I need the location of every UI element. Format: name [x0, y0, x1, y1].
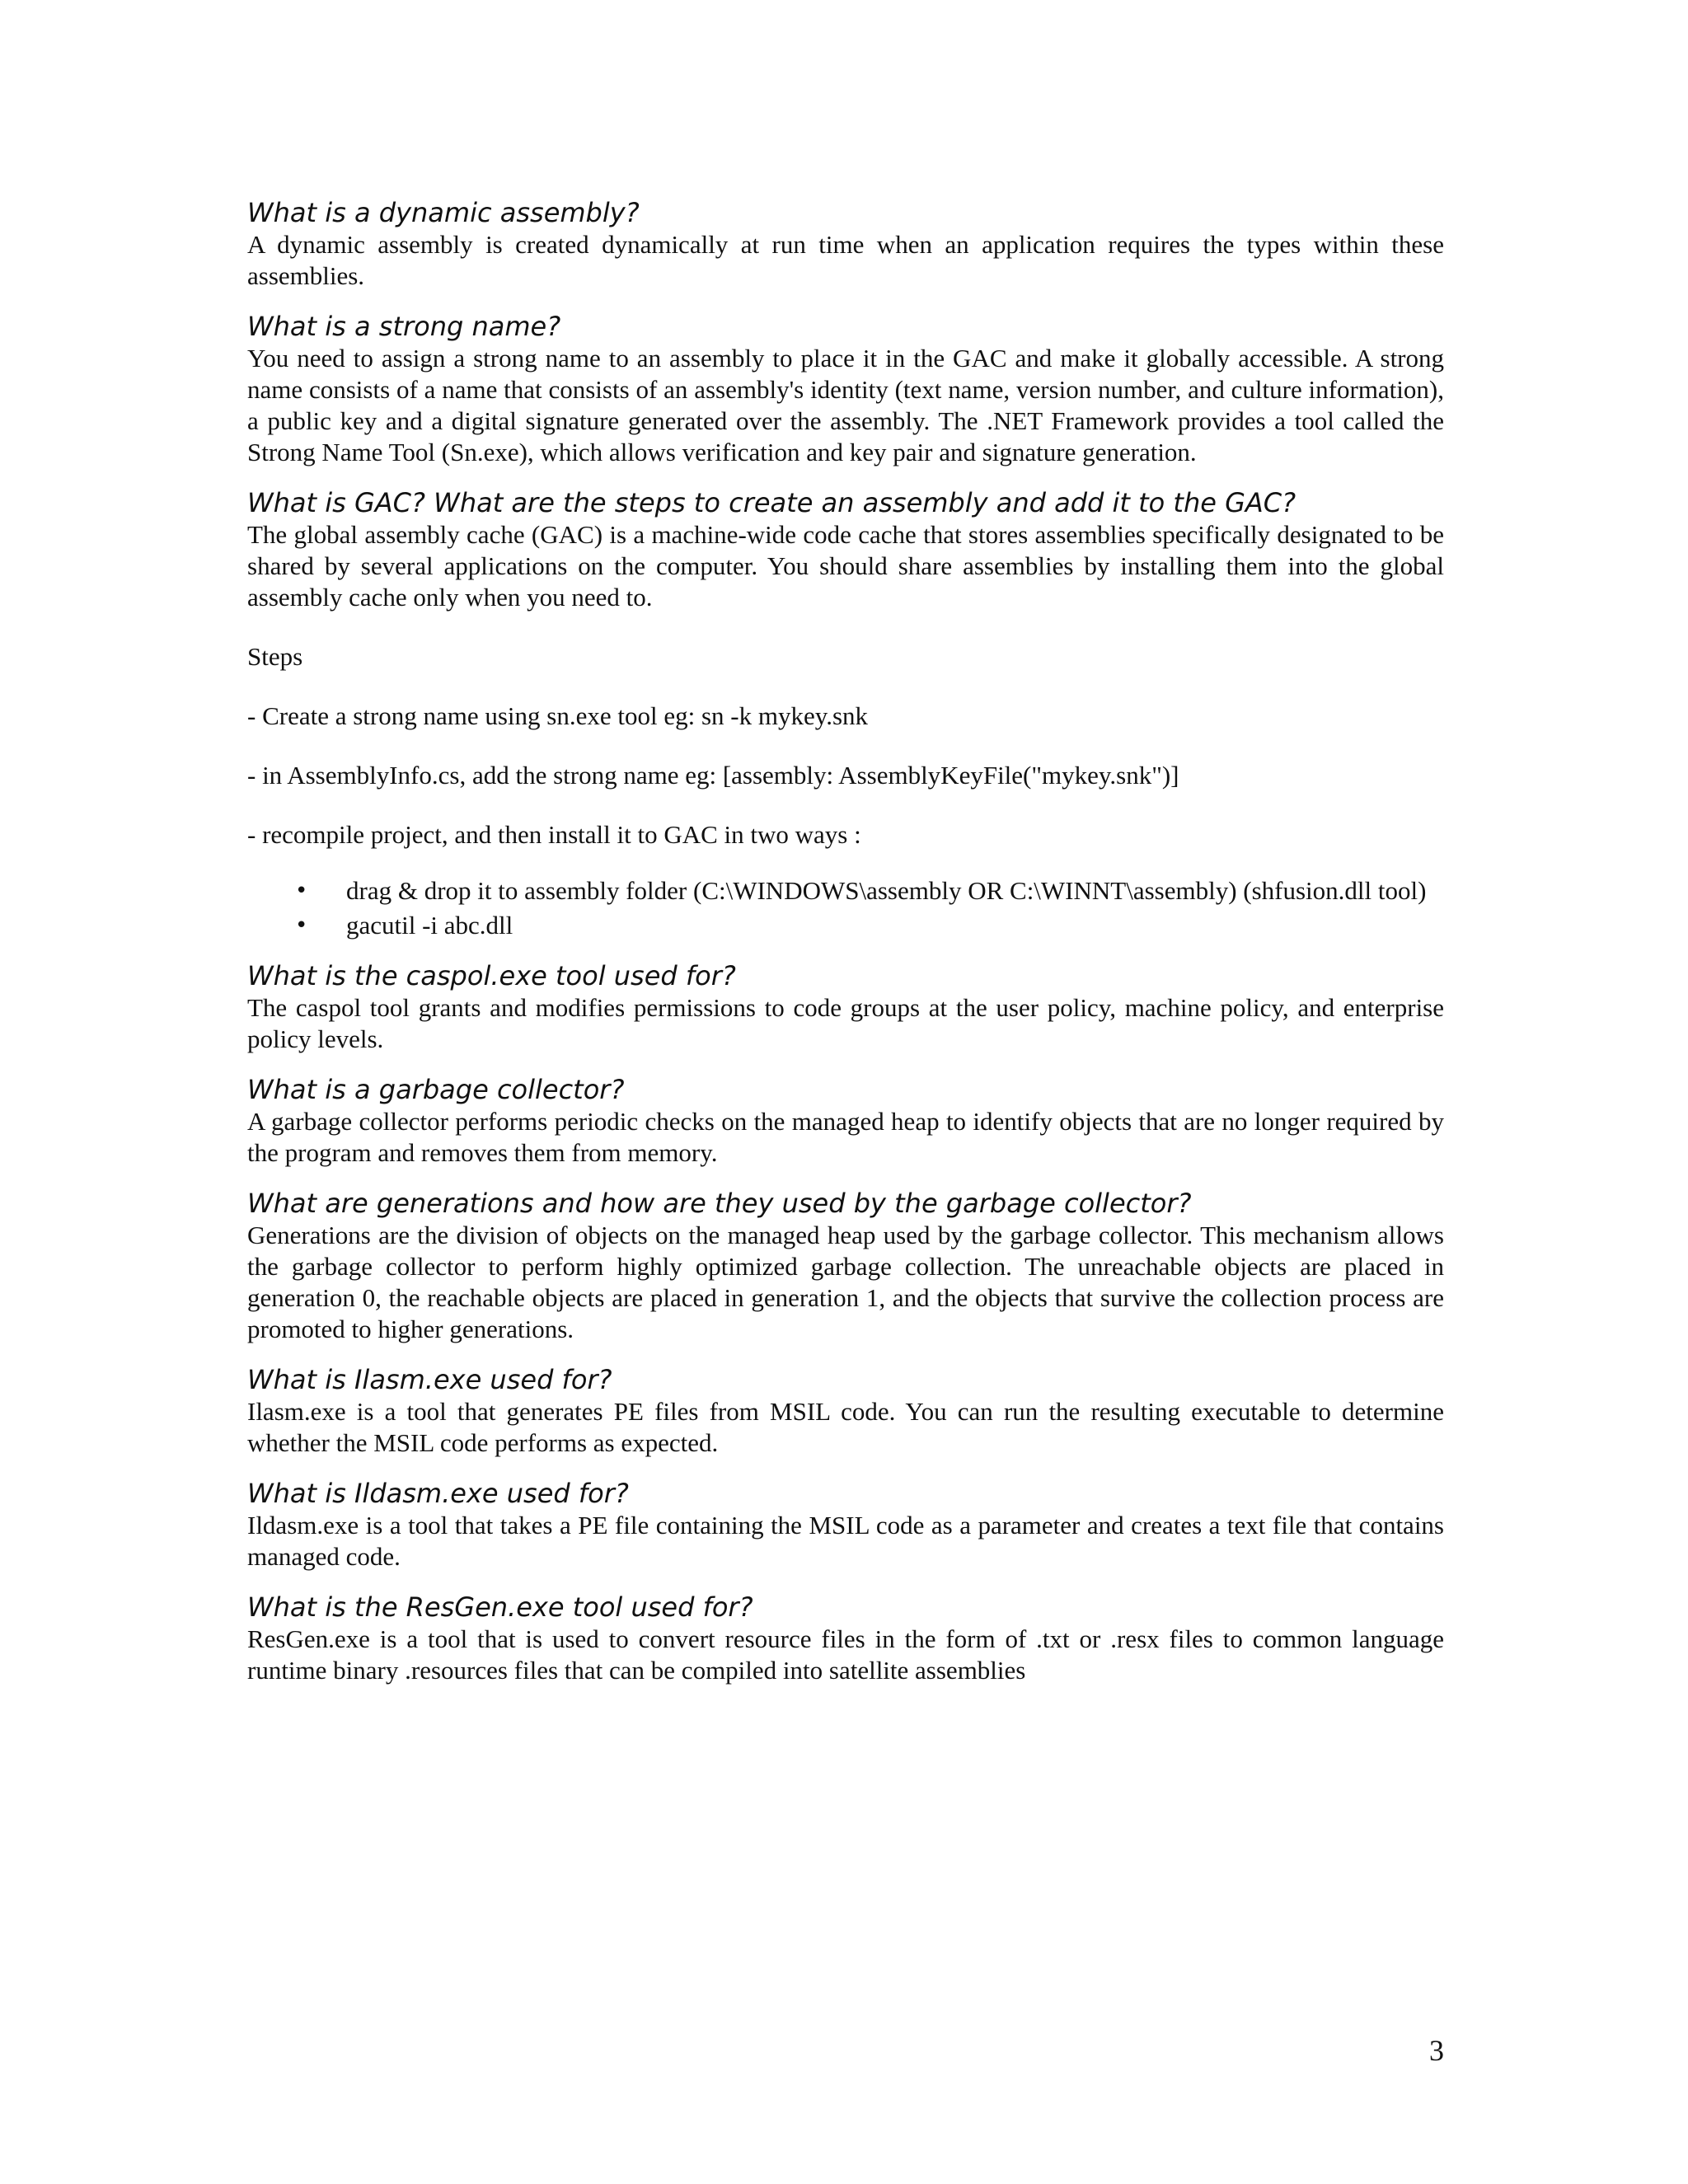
section-generations — [247, 1187, 1444, 1345]
list-item-text: gacutil -i abc.dll — [346, 911, 513, 940]
install-methods-list — [247, 875, 1444, 941]
list-item-text: drag & drop it to assembly folder (C:\WINDOWS\assembly OR C:\WINNT\assembly) (shfusion.dll tool) — [346, 876, 1427, 905]
question-heading: What is a garbage collector? — [247, 1074, 625, 1105]
list-item — [247, 910, 1444, 941]
answer-paragraph: A garbage collector performs periodic checks on the managed heap to identify objects that are no longer required by the program and removes them from memory. — [247, 1107, 1444, 1167]
answer-paragraph: You need to assign a strong name to an assembly to place it in the GAC and make it globally accessible. A strong name consists of a name that consists of an assembly's identity (text name, version number, and culture information), a public key and a digital signature generated over the assembly. The .NET Framework provides a tool called the Strong Name Tool (Sn.exe), which allows verification and key pair and signature generation. — [247, 344, 1444, 466]
section-ildasm — [247, 1477, 1444, 1572]
answer-paragraph: A dynamic assembly is created dynamically at run time when an application requires the types within these assemblies. — [247, 230, 1444, 290]
steps-label: Steps — [247, 642, 303, 671]
section-strong-name — [247, 310, 1444, 468]
section-garbage-collector — [247, 1073, 1444, 1169]
question-heading: What is GAC? What are the steps to create an assembly and add it to the GAC? — [247, 487, 1296, 518]
answer-paragraph: Ilasm.exe is a tool that generates PE files from MSIL code. You can run the resulting executable to determine whether the MSIL code performs as expected. — [247, 1397, 1444, 1457]
page-number: 3 — [1429, 2034, 1444, 2067]
answer-paragraph: The global assembly cache (GAC) is a machine-wide code cache that stores assemblies specifically designated to be shared by several applications on the computer. You should share assemblies by installing them into the global assembly cache only when you need to. — [247, 520, 1444, 612]
bullet-icon: • — [295, 879, 308, 903]
question-heading: What is Ilasm.exe used for? — [247, 1364, 612, 1395]
list-item — [247, 875, 1444, 907]
section-ilasm — [247, 1363, 1444, 1459]
step-item: - in AssemblyInfo.cs, add the strong name eg: [assembly: AssemblyKeyFile("mykey.snk")] — [247, 761, 1179, 790]
section-dynamic-assembly — [247, 196, 1444, 292]
answer-paragraph: ResGen.exe is a tool that is used to convert resource files in the form of .txt or .resx files to common language runtime binary .resources files that can be compiled into satellite assemblies — [247, 1624, 1444, 1685]
section-resgen — [247, 1591, 1444, 1686]
question-heading: What is a strong name? — [247, 311, 561, 342]
page-content — [247, 196, 1444, 1704]
step-item: - recompile project, and then install it to GAC in two ways : — [247, 820, 861, 849]
question-heading: What is a dynamic assembly? — [247, 197, 640, 228]
section-gac — [247, 486, 1444, 941]
question-heading: What is the ResGen.exe tool used for? — [247, 1591, 753, 1623]
answer-paragraph: Ildasm.exe is a tool that takes a PE file containing the MSIL code as a parameter and creates a text file that contains managed code. — [247, 1511, 1444, 1571]
answer-paragraph: The caspol tool grants and modifies permissions to code groups at the user policy, machine policy, and enterprise policy levels. — [247, 993, 1444, 1053]
bullet-icon: • — [295, 913, 308, 938]
section-caspol — [247, 959, 1444, 1055]
question-heading: What is the caspol.exe tool used for? — [247, 960, 736, 991]
answer-paragraph: Generations are the division of objects on the managed heap used by the garbage collector. This mechanism allows the garbage collector to perform highly optimized garbage collection. The unreachable objects are placed in generation 0, the reachable objects are placed in generation 1, and the objects that survive the collection process are promoted to higher generations. — [247, 1221, 1444, 1343]
question-heading: What are generations and how are they used by the garbage collector? — [247, 1188, 1192, 1219]
step-item: - Create a strong name using sn.exe tool eg: sn -k mykey.snk — [247, 701, 869, 730]
question-heading: What is Ildasm.exe used for? — [247, 1478, 629, 1509]
